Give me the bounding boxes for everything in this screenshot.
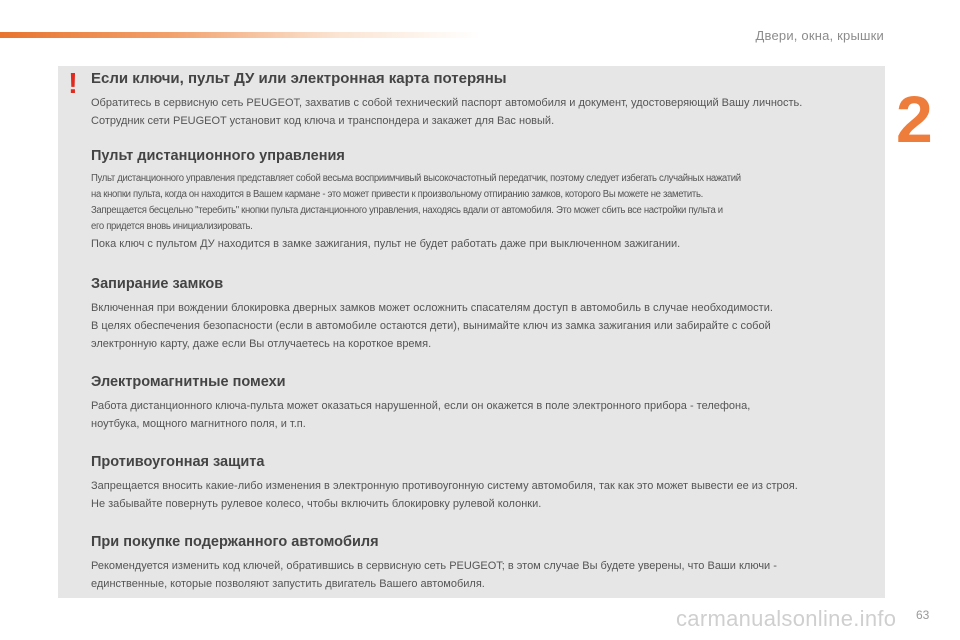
- paragraph-line: единственные, которые позволяют запустить двигатель Вашего автомобиля.: [91, 578, 485, 590]
- panel-content: [91, 70, 881, 593]
- section-locking: [91, 275, 881, 353]
- section-title: При покупке подержанного автомобиля: [91, 534, 379, 550]
- paragraph-line: Сотрудник сети PEUGEOT установит код ключа и транспондера и закажет для Вас новый.: [91, 115, 555, 127]
- section-lost-keys: [91, 70, 881, 130]
- section-title: Противоугонная защита: [91, 454, 265, 470]
- section-title: Если ключи, пульт ДУ или электронная карта потеряны: [91, 70, 507, 87]
- watermark: carmanualsonline.info: [676, 606, 897, 631]
- warning-exclamation-icon: !: [68, 68, 78, 100]
- chapter-title: Двери, окна, крышки: [755, 28, 884, 43]
- paragraph-line: В целях обеспечения безопасности (если в автомобиле остаются дети), вынимайте ключ из замка зажигания или забирайте с собой: [91, 320, 771, 332]
- paragraph-line: Запрещается вносить какие-либо изменения в электронную противоугонную систему автомобиля, так как это может вывести ее из строя.: [91, 480, 798, 492]
- paragraph-line: на кнопки пульта, когда он находится в Вашем кармане - это может привести к произвольному отпиранию замков, которого Вы можете не заметить.: [91, 189, 703, 200]
- section-used-car: [91, 533, 881, 593]
- section-remote-control: [91, 147, 881, 253]
- paragraph-line: Пульт дистанционного управления представляет собой весьма восприимчивый высокочастотный передатчик, поэтому следует избегать случайных нажатий: [91, 173, 741, 184]
- paragraph-line: ноутбука, мощного магнитного поля, и т.п.: [91, 418, 306, 430]
- paragraph-line: Работа дистанционного ключа-пульта может оказаться нарушенной, если он окажется в поле электронного прибора - телефона,: [91, 400, 751, 412]
- section-title: Запирание замков: [91, 276, 224, 292]
- paragraph-line: Рекомендуется изменить код ключей, обратившись в сервисную сеть PEUGEOT; в этом случае Вы будете уверены, что Ваши ключи -: [91, 560, 777, 572]
- section-interference: [91, 373, 881, 433]
- paragraph-line: Не забывайте повернуть рулевое колесо, чтобы включить блокировку рулевой колонки.: [91, 498, 542, 510]
- paragraph-line: Пока ключ с пультом ДУ находится в замке зажигания, пульт не будет работать даже при выключенном зажигании.: [91, 238, 681, 250]
- paragraph-line: Запрещается бесцельно "теребить" кнопки пульта дистанционного управления, находясь вдали от автомобиля. Это может сбить все настройки пульта и: [91, 205, 723, 216]
- paragraph-line: его придется вновь инициализировать.: [91, 221, 253, 232]
- paragraph-line: Обратитесь в сервисную сеть PEUGEOT, захватив с собой технический паспорт автомобиля и документ, удостоверяющий Вашу личность.: [91, 97, 803, 109]
- header-accent-bar: [0, 32, 480, 38]
- chapter-number: 2: [896, 82, 933, 156]
- paragraph-line: электронную карту, даже если Вы отлучаетесь на короткое время.: [91, 338, 432, 350]
- section-title: Пульт дистанционного управления: [91, 148, 345, 164]
- paragraph-line: Включенная при вождении блокировка дверных замков может осложнить спасателям доступ в автомобиль в случае необходимости.: [91, 302, 773, 314]
- section-antitheft: [91, 453, 881, 513]
- section-title: Электромагнитные помехи: [91, 374, 286, 390]
- page-number: 63: [916, 608, 930, 622]
